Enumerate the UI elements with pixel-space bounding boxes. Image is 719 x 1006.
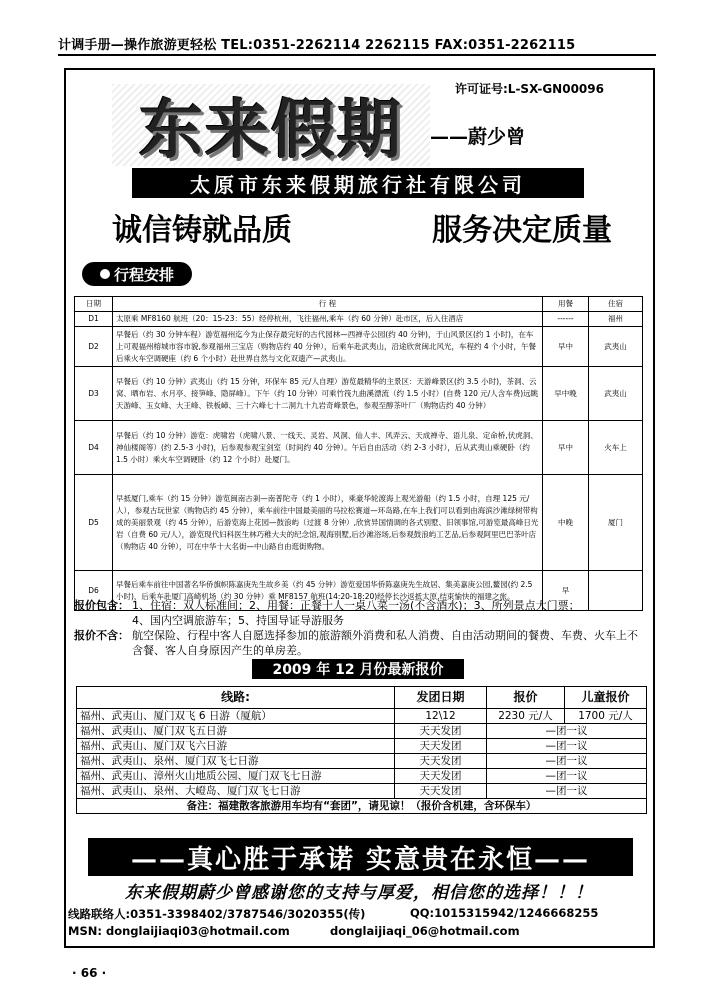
contact-msn-line: [68, 924, 520, 938]
thanks-line: 东来假期蔚少曾感谢您的支持与厚爱，相信您的选择！！！: [125, 883, 593, 903]
table-row: [75, 327, 643, 367]
manager-name: ——蔚少曾: [430, 126, 526, 148]
route-cell: 福州、武夷山、厦门双飞 6 日游（厦航）: [77, 709, 395, 724]
meals-cell: 早: [543, 571, 589, 611]
stay-cell: 武夷山: [589, 367, 643, 421]
desc-cell: 早餐后（约 10 分钟）武夷山（约 15 分钟，环保车 85 元/人自理）游览最精华的主景区：天游峰景区(约 3.5 小时)，茶洞、云窝、晒布岩、水月亭、接笋峰、隐屏峰）。下午（约 10 分钟）可乘竹筏九曲溪漂流（约 1.5 小时）(自费 120 元/人含车费)远眺天游峰、玉女峰、大王峰、铁板嶂、三十六峰七十二洞九十九岩奇峰景色，参观至醇茶叶厂（购物店约 40 分钟）: [113, 367, 543, 421]
price-cell: —团一议: [487, 769, 647, 784]
desc-cell: 太原乘 MF8160 航班（20：15-23：55）经停杭州，飞往福州,乘车（约 60 分钟）赴市区，后入住酒店: [113, 312, 543, 327]
col-date: 日期: [75, 297, 113, 312]
page-number: · 66 ·: [72, 966, 107, 980]
table-row: [75, 421, 643, 475]
date-cell: 12\12: [395, 709, 487, 724]
route-cell: 福州、武夷山、厦门双飞六日游: [77, 739, 395, 754]
col-stay: 住宿: [589, 297, 643, 312]
meals-cell: 早中: [543, 421, 589, 475]
slogan-right: 服务决定质量: [432, 213, 612, 248]
meals-cell: 早中: [543, 327, 589, 367]
table-row: [77, 784, 647, 799]
company-name-banner: 太原市东来假期旅行社有限公司: [132, 168, 584, 198]
route-cell: 福州、武夷山、泉州、大嶝岛、厦门双飞七日游: [77, 784, 395, 799]
table-row: [77, 709, 647, 724]
desc-cell: 早抵厦门,乘车（约 15 分钟）游览闽南古刹—南普陀寺（约 1 小时），乘豪华轮渡海上观光游船（约 1.5 小时，自理 125 元/人），参观古玩世家（购物店约 45 分钟），乘车前往中国最美丽的马拉松赛道—环岛路,在车上我们可以看到由海滨沙滩绿树带构成的美丽景观（约 45 分钟），后游览海上花园—鼓浪屿（过渡 8 分钟）,欣赏异国情调的各式别墅、旧领事馆,可游览最高峰日光岩（自费 60 元/人），游览现代妇科医生林巧稚大夫的纪念馆,观海别墅,后沙滩浴场,后参观鼓浪屿工艺品,后参观阿里巴巴茶叶店（购物店 40 分钟），可在中华十大名街—中山路自由逛街购物。: [113, 475, 543, 571]
itinerary-table: [74, 296, 643, 611]
meals-cell: 早中晚: [543, 367, 589, 421]
price-cell: —团一议: [487, 784, 647, 799]
col-departure: 发团日期: [395, 687, 487, 709]
desc-cell: 早餐后（约 30 分钟车程）游览福州迄今为止保存最完好的古代园林—西禅寺公园(约 40 分钟)，于山风景区(约 1 小时)，在车上可观福州榕城市容市貌,参观福州三宝店（购物店约 40 分钟），后乘车赴武夷山，沿途欣赏闽北风光，车程约 4 个小时，午餐后乘火车空调硬座（约 6 个小时）赴世界自然与文化双遗产—武夷山。: [113, 327, 543, 367]
itinerary-tab-label: 行程安排: [113, 265, 174, 284]
day-cell: D2: [75, 327, 113, 367]
date-cell: 天天发团: [395, 739, 487, 754]
route-cell: 福州、武夷山、泉州、厦门双飞七日游: [77, 754, 395, 769]
child-price-cell: 1700 元/人: [565, 709, 647, 724]
table-row: [77, 799, 647, 814]
stay-cell: 厦门: [589, 475, 643, 571]
col-meals: 用餐: [543, 297, 589, 312]
bullet-icon: [100, 269, 110, 279]
include-text-2: 4、国内空调旅游车；5、持国导证导游服务: [132, 614, 344, 627]
stay-cell: 火车上: [589, 421, 643, 475]
col-child-price: 儿童报价: [565, 687, 647, 709]
license-number: 许可证号:L-SX-GN00096: [455, 82, 604, 96]
price-cell: —团一议: [487, 739, 647, 754]
price-notes: [74, 598, 644, 658]
date-cell: 天天发团: [395, 769, 487, 784]
day-cell: D5: [75, 475, 113, 571]
top-header-bar: 计调手册—操作旅游更轻松 TEL:0351-2262114 2262115 FAX:0351-2262115: [58, 34, 656, 56]
price-header-row: [77, 687, 647, 709]
col-price: 报价: [487, 687, 565, 709]
company-logo: 东来假期: [112, 84, 430, 166]
table-row: [77, 724, 647, 739]
price-note: 备注：福建散客旅游用车均有“套团”，请见谅！（报价含机建，含环保车）: [77, 799, 647, 814]
price-cell: —团一议: [487, 724, 647, 739]
price-table: [76, 686, 647, 814]
slogan-left: 诚信铸就品质: [112, 213, 292, 248]
date-cell: 天天发团: [395, 754, 487, 769]
table-row: [77, 754, 647, 769]
table-row: [75, 475, 643, 571]
table-row: [77, 739, 647, 754]
meals-cell: 中晚: [543, 475, 589, 571]
msn-address-1: donglaijiaqi03@hotmail.com: [105, 924, 290, 938]
include-text: 1、住宿：双人标准间；2、用餐：正餐十人一桌八菜一汤(不含酒水)；3、所列景点大门票；: [132, 599, 580, 612]
day-cell: D6: [75, 571, 113, 611]
table-row: [77, 769, 647, 784]
date-cell: 天天发团: [395, 784, 487, 799]
price-header: 2009 年 12 月份最新报价: [252, 659, 464, 679]
msn-label: MSN:: [68, 924, 102, 938]
contact-phone-line: [68, 906, 599, 922]
table-row: [75, 312, 643, 327]
route-cell: 福州、武夷山、厦门双飞五日游: [77, 724, 395, 739]
exclude-label: 报价不含：: [74, 629, 129, 642]
msn-address-2: donglaijiaqi_06@hotmail.com: [330, 924, 520, 938]
exclude-text: 航空保险、行程中客人自愿选择参加的旅游额外消费和私人消费、自由活动期间的餐费、车费、火车上不含餐、客人自身原因产生的单房差。: [132, 629, 638, 657]
include-label: 报价包含：: [74, 599, 129, 612]
price-cell: 2230 元/人: [487, 709, 565, 724]
motto-banner: ——真心胜于承诺 实意贵在永恒——: [88, 838, 633, 876]
desc-cell: 早餐后乘车前往中国著名华侨旗帜陈嘉庚先生故乡美（约 45 分钟）游览爱国华侨陈嘉庚先生故居、集美嘉庚公园,鳌园(约 2.5 小时)，后乘车赴厦门高崎机场（约 30 分钟）乘 MF8157 航班(14:20-18:20)经停长沙返抵太原,结束愉快的福建之旅。: [113, 571, 543, 611]
contact-phone: 线路联络人:0351-3398402/3787546/3020355(传): [68, 907, 366, 921]
slogan: [112, 205, 612, 249]
stay-cell: 武夷山: [589, 327, 643, 367]
price-cell: —团一议: [487, 754, 647, 769]
col-route: 线路:: [77, 687, 395, 709]
day-cell: D1: [75, 312, 113, 327]
desc-cell: 早餐后（约 10 分钟）游览：虎啸岩（虎啸八景、一线天、灵岩、风洞、仙人丰、风弄云、天成禅寺、语儿泉、定命桥,伏虎洞、神仙楼阁等）(约 2.5-3 小时)，后参观参观宝剑室（时间约 40 分钟）。午后自由活动（约 2-3 小时），后从武夷山乘硬卧（约 1.5 小时）乘火车空调硬卧（约 12 个小时）赴厦门。: [113, 421, 543, 475]
table-row: [75, 367, 643, 421]
itinerary-tab: [82, 262, 192, 286]
date-cell: 天天发团: [395, 724, 487, 739]
contact-qq: QQ:1015315942/1246668255: [410, 906, 599, 920]
stay-cell: 福州: [589, 312, 643, 327]
itinerary-header-row: [75, 297, 643, 312]
day-cell: D3: [75, 367, 113, 421]
meals-cell: ------: [543, 312, 589, 327]
day-cell: D4: [75, 421, 113, 475]
col-route: 行 程: [113, 297, 543, 312]
route-cell: 福州、武夷山、漳州火山地质公园、厦门双飞七日游: [77, 769, 395, 784]
